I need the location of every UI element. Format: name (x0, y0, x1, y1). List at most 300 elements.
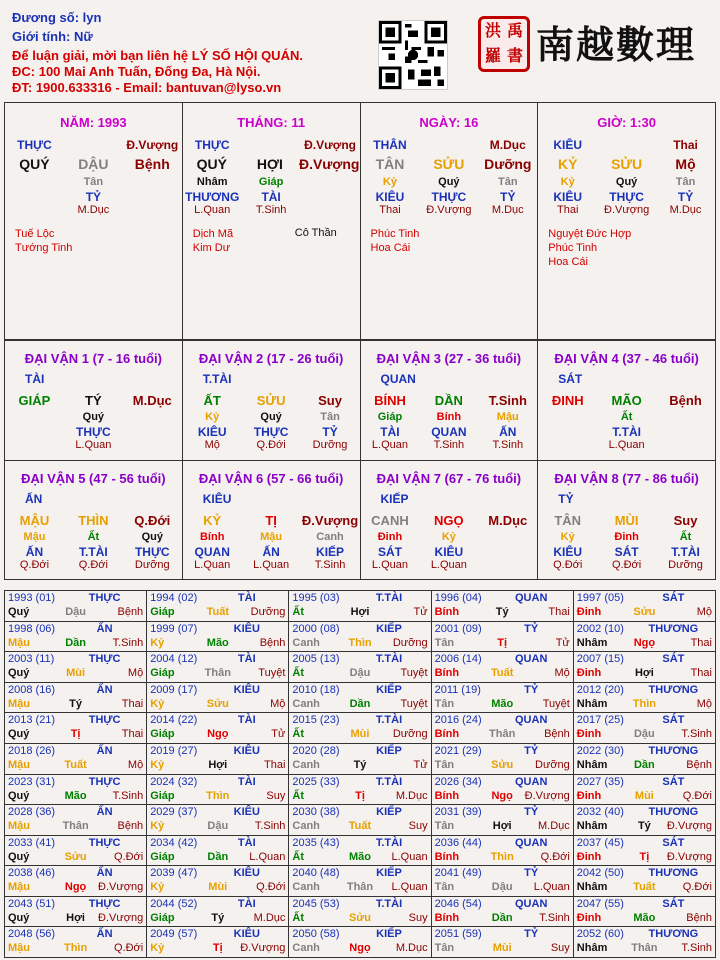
luck-god: TỶ (558, 491, 574, 506)
year-stage: Suy (408, 820, 428, 833)
year-stage: L.Quan (391, 850, 428, 863)
life-stage-row-cell: M.Dục (77, 204, 110, 216)
luck-stem-branch-row-cell: ĐINH (551, 393, 584, 408)
year-pillar (150, 698, 285, 712)
year-cell (432, 622, 574, 653)
hidden-stem-row-cell: Kỷ (560, 530, 575, 543)
year-cell (5, 866, 147, 897)
year-ten-god: THỰC (88, 592, 121, 604)
hidden-stem-row-cell: Quý (438, 176, 460, 188)
year-header (150, 806, 285, 820)
year-ten-god: QUAN (515, 836, 548, 849)
hidden-stem-row-cell: Ất (620, 411, 633, 423)
year-branch: Thìn (63, 942, 88, 955)
year-ten-god: SÁT (662, 775, 685, 788)
year-ten-god: TÀI (237, 653, 256, 666)
year-pillar (8, 820, 143, 834)
luck-god: KIẾP (380, 491, 409, 506)
hidden-god-row-cell: KIÊU (553, 190, 583, 204)
year-pillar (577, 881, 712, 895)
year-stage: Thai (263, 758, 286, 771)
year-cell (289, 591, 431, 622)
year-label: 2037 (45) (576, 836, 624, 849)
year-stage: Bệnh (544, 728, 570, 741)
luck-stem-branch-row-cell: BÍNH (374, 393, 406, 408)
year-cell (432, 683, 574, 714)
year-header (8, 776, 143, 790)
year-branch: Tuất (64, 758, 87, 771)
hidden-god-row-cell: TÀI (380, 425, 400, 439)
gender: Giới tính: Nữ (12, 29, 93, 44)
year-header (292, 684, 427, 698)
year-stem: Giáp (150, 850, 175, 863)
year-pillar (435, 942, 570, 956)
year-header (577, 776, 712, 790)
year-branch: Tý (69, 697, 82, 710)
year-stem: Canh (292, 820, 320, 833)
year-branch: Sửu (633, 606, 656, 618)
year-branch: Dậu (491, 881, 513, 894)
hidden-god-row (538, 425, 715, 439)
year-stem: Mậu (8, 697, 30, 710)
year-ten-god: T.TÀI (375, 836, 403, 849)
year-stage: Đ.Vượng (98, 911, 144, 924)
year-label: 2036 (44) (434, 836, 482, 849)
year-branch: Thìn (490, 850, 514, 863)
year-pillar (577, 759, 712, 773)
year-header (435, 928, 570, 942)
year-header (435, 898, 570, 912)
year-stage: Mộ (696, 606, 712, 618)
year-label: 2051 (59) (434, 928, 482, 941)
hidden-god-row-cell: ẤN (262, 544, 280, 559)
year-stem: Kỷ (150, 636, 165, 649)
life-stage-row-cell: Mộ (204, 439, 220, 451)
year-label: 2018 (26) (8, 744, 56, 757)
hidden-god-row (5, 545, 182, 559)
hidden-stem-row-cell (5, 176, 64, 190)
life-stage-row-cell (301, 204, 360, 218)
year-ten-god: SÁT (662, 592, 685, 604)
year-ten-god: QUAN (515, 653, 548, 666)
year-stem: Bính (434, 606, 460, 618)
hidden-god-row (5, 190, 182, 204)
year-label: 2048 (56) (8, 928, 56, 941)
year-stage: T.Sinh (112, 789, 144, 802)
year-pillar (292, 637, 427, 651)
life-stage-row-cell: M.Dục (669, 204, 702, 216)
year-cell (432, 836, 574, 867)
year-pillar (292, 606, 427, 620)
year-branch: Hợi (350, 606, 370, 618)
hidden-stem-row-cell: Đinh (377, 530, 403, 543)
year-cell (147, 622, 289, 653)
year-stem: Giáp (150, 667, 175, 680)
year-stage: Mộ (127, 667, 144, 680)
stem-branch-row-cell: Bệnh (134, 156, 170, 172)
year-cell (147, 652, 289, 683)
hidden-stem-row (538, 411, 715, 425)
star-item-alt: Cô Thần (294, 227, 337, 239)
year-stem: Canh (292, 636, 320, 649)
year-stage: Mộ (270, 697, 286, 710)
year-branch: Tý (637, 820, 651, 833)
year-cell (147, 805, 289, 836)
year-ten-god: TỶ (524, 622, 539, 635)
year-branch: Thân (631, 942, 658, 955)
year-label: 1995 (03) (292, 592, 340, 604)
hidden-stem-row-cell (538, 411, 597, 425)
luck-stem-branch-row (183, 393, 360, 411)
hidden-stem-row-cell (301, 176, 360, 190)
year-ten-god: THỰC (88, 714, 121, 727)
seal-char: 書 (506, 47, 523, 65)
year-label: 1993 (01) (8, 592, 56, 604)
year-cell (574, 927, 716, 958)
year-label: 2052 (60) (576, 928, 624, 941)
life-stage-row-cell (656, 439, 715, 453)
luck-stem-branch-row (183, 513, 360, 531)
year-pillar (577, 851, 712, 865)
life-stage-row-cell: T.Sinh (255, 204, 287, 216)
year-stage: T.Sinh (254, 820, 286, 833)
year-header (150, 867, 285, 881)
year-label: 2009 (17) (150, 683, 198, 696)
life-stage-row (183, 204, 360, 218)
hidden-god-row-cell: KIÊU (434, 544, 464, 559)
hidden-stem-row-cell: Canh (316, 530, 344, 543)
luck-god: T.TÀI (202, 372, 232, 386)
year-pillar (292, 698, 427, 712)
year-branch: Thân (346, 881, 374, 894)
hidden-stem-row-cell: Ất (679, 530, 692, 543)
stem-ten-god-row-cell: THỰC (17, 138, 52, 152)
year-pillar (292, 759, 427, 773)
year-cell (147, 744, 289, 775)
year-branch: Tị (497, 636, 508, 649)
life-stage-row-cell: L.Quan (194, 558, 231, 571)
year-cell (147, 713, 289, 744)
year-stage: Thai (121, 697, 144, 710)
year-pillar (577, 790, 712, 804)
year-label: 2039 (47) (150, 867, 198, 880)
year-stage: Dưỡng (392, 636, 428, 649)
stem-branch-row-cell: SỬU (611, 156, 643, 172)
year-label: 2043 (51) (8, 897, 56, 910)
year-branch: Tuất (348, 820, 372, 833)
year-branch: Dần (349, 697, 371, 710)
year-header (292, 653, 427, 667)
year-pillar (8, 698, 143, 712)
year-pillar (150, 942, 285, 956)
stem-branch-row-cell: DẬU (78, 156, 109, 172)
year-branch: Dậu (65, 606, 86, 618)
year-stem: Canh (292, 697, 320, 710)
year-stage: Mộ (554, 667, 570, 680)
year-label: 2007 (15) (576, 653, 624, 666)
luck-god: KIÊU (202, 491, 232, 506)
life-stage-row (361, 204, 538, 218)
year-stem: Ất (292, 911, 304, 924)
year-header (577, 928, 712, 942)
hidden-god-row-cell: KIÊU (197, 425, 227, 439)
luck-stem-branch-row-cell: ẤT (203, 393, 221, 408)
year-label: 2014 (22) (150, 714, 198, 727)
hidden-god-row-cell: TỶ (85, 190, 102, 204)
year-ten-god: SÁT (662, 836, 685, 849)
year-pillar (577, 698, 712, 712)
stem-branch-row-cell: Dưỡng (484, 156, 532, 172)
year-stage: Dưỡng (250, 606, 286, 618)
life-stage-row (183, 439, 360, 453)
hidden-god-row-cell (301, 190, 360, 204)
year-stage: M.Dục (538, 820, 570, 833)
year-cell (5, 836, 147, 867)
year-pillar (150, 728, 285, 742)
year-stem: Ất (292, 850, 304, 863)
four-pillars-table (4, 102, 716, 340)
year-label: 2000 (08) (292, 622, 340, 635)
year-stem: Nhâm (576, 758, 608, 771)
year-stem: Nhâm (576, 881, 608, 894)
year-pillar (292, 667, 427, 681)
stem-branch-row-cell: QUÝ (19, 156, 50, 172)
life-stage-row (538, 204, 715, 218)
year-cell (289, 866, 431, 897)
stem-ten-god-row-cell: KIÊU (553, 138, 583, 152)
year-branch: Thìn (632, 697, 656, 710)
year-stem: Tân (434, 942, 455, 955)
life-stage-row-cell: Q.Đới (256, 439, 286, 451)
year-cell (574, 622, 716, 653)
year-label: 2022 (30) (576, 744, 624, 757)
life-stage-row-cell: Q.Đới (78, 558, 108, 571)
year-stage: Tuyệt (542, 697, 570, 710)
year-branch: Tị (70, 728, 81, 741)
year-stage: Thai (121, 728, 144, 741)
year-branch: Tị (212, 942, 223, 955)
hidden-god-row-cell: THỰC (253, 425, 289, 439)
hidden-stem-row-cell (123, 176, 182, 190)
year-label: 2035 (43) (292, 836, 340, 849)
year-pillar (150, 759, 285, 773)
year-cell (147, 866, 289, 897)
year-pillar (8, 851, 143, 865)
year-pillar (150, 637, 285, 651)
year-header (435, 745, 570, 759)
hidden-god-row (361, 190, 538, 204)
luck-stem-branch-row-cell: TÝ (85, 393, 102, 408)
star-item: Hoa Cái (548, 256, 588, 268)
year-stage: Bệnh (117, 606, 144, 618)
year-ten-god: SÁT (662, 897, 685, 910)
year-label: 2045 (53) (292, 897, 340, 910)
year-label: 2021 (29) (434, 744, 482, 757)
year-label: 2002 (10) (576, 622, 624, 635)
year-header (8, 928, 143, 942)
hidden-god-row-cell: TỶ (677, 190, 694, 204)
hidden-stem-row (183, 176, 360, 190)
year-cell (289, 652, 431, 683)
year-ten-god: T.TÀI (375, 897, 403, 910)
owner-name: Đương số: lyn (12, 10, 102, 25)
hidden-stem-row-cell: Mậu (260, 530, 283, 543)
year-branch: Sửu (348, 911, 371, 924)
yearly-pillars-table (4, 590, 716, 958)
year-stem: Mậu (8, 636, 30, 649)
year-pillar (8, 606, 143, 620)
year-branch: Dần (491, 911, 513, 924)
year-stem: Giáp (150, 911, 175, 924)
hidden-stem-row-cell: Quý (615, 176, 638, 188)
luck-stem-branch-row-cell: Bệnh (669, 393, 702, 408)
year-cell (289, 622, 431, 653)
year-pillar (8, 942, 143, 956)
year-label: 2023 (31) (8, 775, 56, 788)
year-stage: Tuyệt (400, 697, 428, 710)
luck-cell (361, 341, 539, 461)
year-ten-god: TỶ (524, 683, 539, 696)
year-stage: Bệnh (686, 758, 712, 771)
year-ten-god: THỰC (88, 775, 121, 788)
year-cell (5, 622, 147, 653)
hidden-god-row-cell: KIÊU (553, 544, 583, 559)
year-stage: Đ.Vượng (524, 789, 570, 802)
year-header (292, 806, 427, 820)
year-branch: Mão (206, 636, 229, 649)
year-label: 2034 (42) (150, 836, 198, 849)
year-header (8, 867, 143, 881)
hidden-stem-row (5, 411, 182, 425)
year-header (577, 684, 712, 698)
year-cell (574, 836, 716, 867)
luck-stem-branch-row-cell: TỊ (265, 512, 277, 528)
luck-stem-branch-row-cell: M.Dục (132, 393, 172, 408)
year-cell (432, 744, 574, 775)
year-stage: Tử (413, 606, 428, 618)
year-branch: Tuất (633, 881, 656, 894)
stem-ten-god-row (183, 138, 360, 154)
year-stem: Bính (434, 667, 460, 680)
year-cell (5, 744, 147, 775)
year-ten-god: SÁT (662, 714, 685, 727)
year-stage: Mộ (127, 758, 144, 771)
star-list (193, 227, 233, 255)
year-branch: Dần (207, 850, 229, 863)
life-stage-row (183, 559, 360, 573)
year-label: 1998 (06) (8, 622, 56, 635)
life-stage-row-cell: Q.Đới (612, 558, 642, 571)
hidden-stem-row-cell: Tân (498, 176, 518, 188)
stem-branch-row-cell: KỶ (557, 156, 578, 172)
life-stage-row-cell: L.Quan (194, 204, 231, 216)
stem-branch-row-cell: SỬU (433, 156, 465, 172)
header (0, 0, 720, 100)
stem-ten-god-row-cell (64, 138, 123, 154)
year-label: 2042 (50) (576, 867, 624, 880)
year-label: 2050 (58) (292, 928, 340, 941)
year-stage: Dưỡng (392, 728, 428, 741)
life-stage-row-cell: L.Quan (371, 558, 408, 571)
year-ten-god: KIẾP (376, 683, 402, 696)
life-stage-row-cell: L.Quan (430, 558, 467, 571)
year-cell (574, 591, 716, 622)
year-pillar (8, 667, 143, 681)
year-pillar (435, 728, 570, 742)
life-stage-row-cell: L.Quan (371, 439, 408, 451)
hidden-god-row (183, 545, 360, 559)
year-stem: Quý (8, 606, 30, 618)
year-stem: Ất (292, 789, 304, 802)
year-branch: Ngọ (64, 881, 87, 894)
year-stage: Q.Đới (113, 850, 144, 863)
year-pillar (577, 667, 712, 681)
year-stem: Canh (292, 881, 320, 894)
year-ten-god: KIÊU (233, 806, 260, 819)
year-header (8, 714, 143, 728)
hidden-god-row (5, 425, 182, 439)
year-stage: Thai (690, 667, 712, 680)
stem-ten-god-row-cell: M.Dục (489, 138, 526, 152)
luck-title: ĐẠI VẬN 8 (77 - 86 tuổi) (554, 470, 699, 486)
year-stage: Đ.Vượng (98, 881, 144, 894)
year-header (8, 806, 143, 820)
year-header (8, 684, 143, 698)
year-label: 2011 (19) (434, 683, 481, 696)
year-cell (289, 744, 431, 775)
hidden-stem-row-cell: Quý (141, 530, 163, 543)
address: ĐC: 100 Mai Anh Tuấn, Đống Đa, Hà Nội. (12, 64, 261, 79)
stem-ten-god-row-cell: Thai (673, 138, 698, 152)
year-pillar (150, 881, 285, 895)
year-branch: Mùi (66, 667, 86, 680)
year-cell (5, 683, 147, 714)
year-stem: Đinh (576, 789, 602, 802)
year-stem: Tân (434, 636, 455, 649)
year-stem: Kỷ (150, 942, 165, 955)
life-stage-row (361, 439, 538, 453)
year-cell (432, 775, 574, 806)
year-label: 2046 (54) (434, 897, 482, 910)
year-label: 2026 (34) (434, 775, 482, 788)
year-ten-god: TÀI (237, 775, 256, 788)
year-pillar (435, 912, 570, 926)
year-ten-god: THƯƠNG (648, 806, 699, 819)
hidden-god-row-cell: T.TÀI (612, 425, 641, 439)
year-header (577, 592, 712, 606)
year-stage: Thai (548, 606, 570, 618)
year-ten-god: TỶ (524, 928, 539, 941)
year-header (150, 898, 285, 912)
year-stage: L.Quan (249, 850, 286, 863)
luck-stem-branch-row-cell: Suy (673, 512, 698, 528)
hidden-stem-row (183, 531, 360, 545)
year-branch: Ngọ (491, 789, 513, 802)
hidden-god-row-cell: THỰC (431, 190, 467, 204)
year-ten-god: T.TÀI (375, 714, 403, 727)
pillar-title: THÁNG: 11 (237, 115, 306, 130)
year-stem: Đinh (576, 606, 602, 618)
stem-branch-row (538, 156, 715, 176)
year-label: 2041 (49) (434, 867, 482, 880)
luck-stem-branch-row (538, 513, 715, 531)
life-stage-row (538, 559, 715, 573)
hidden-stem-row-cell: Kỷ (441, 530, 456, 543)
year-stem: Đinh (576, 911, 602, 924)
life-stage-row-cell: Dưỡng (668, 558, 703, 571)
year-pillar (292, 851, 427, 865)
year-header (292, 898, 427, 912)
